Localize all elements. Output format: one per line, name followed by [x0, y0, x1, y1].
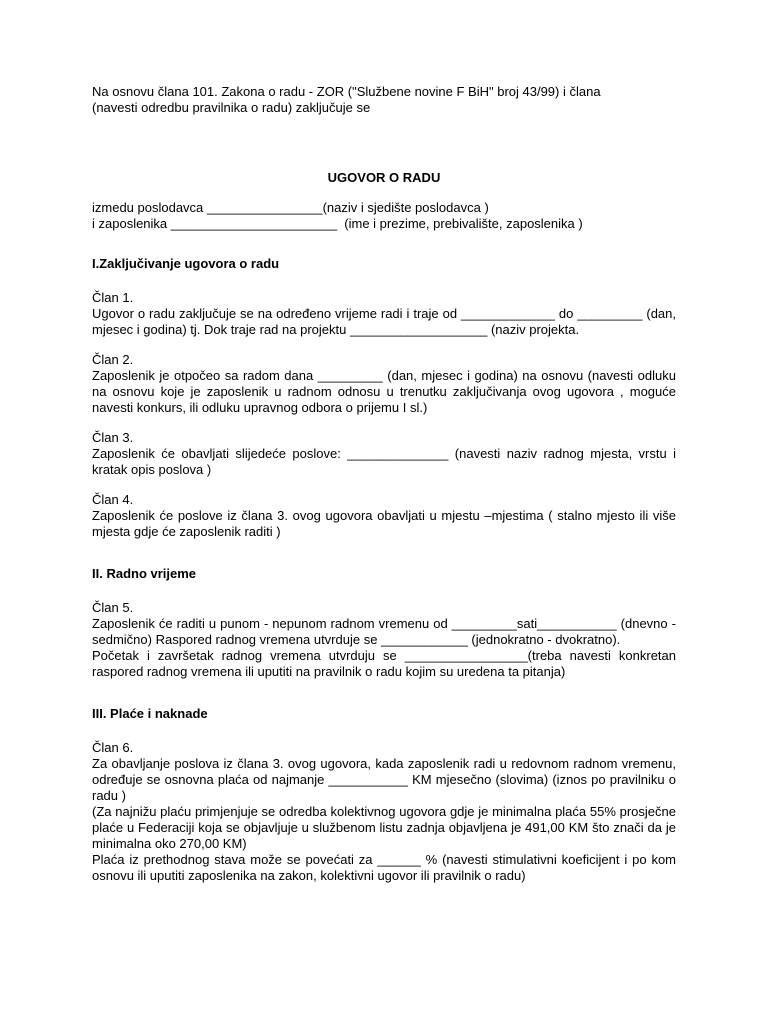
preamble: [92, 84, 676, 116]
section-heading: I.Zaključivanje ugovora o radu: [92, 256, 280, 271]
employee-line: i zaposlenika _______________________ (ime i prezime, prebivalište, zaposlenika ): [92, 216, 583, 231]
article-1: [92, 290, 676, 338]
article-text: (Za najnižu plaću primjenjuje se odredba kolektivnog ugovora gdje je minimalna plaća 55% prosječne plaće u Federaciji koja se objavljuje u službenom listu zadnja objavljena je 491,00 KM što znači da je minimalna oko 270,00 KM): [92, 804, 676, 851]
article-label: Član 6.: [92, 740, 134, 755]
article-4: [92, 492, 676, 540]
article-text: Zaposlenik je otpočeo sa radom dana _________ (dan, mjesec i godina) na osnovu (navesti odluku na osnovu koje je zaposlenik u radnom odnosu u trenutku zaključivanja ovog ugovora , moguće navesti konkurs, ili odluku upravnog odbora o prijemu I sl.): [92, 368, 676, 415]
article-text: Zaposlenik će poslove iz člana 3. ovog ugovora obavljati u mjestu –mjestima ( stalno mjesto ili više mjesta gdje će zaposlenik raditi ): [92, 508, 676, 539]
article-label: Član 5.: [92, 600, 134, 615]
employer-line: izmedu poslodavca ________________(naziv i sjedište poslodavca ): [92, 200, 489, 215]
article-label: Član 4.: [92, 492, 134, 507]
article-text: Ugovor o radu zaključuje se na određeno vrijeme radi i traje od _____________ do _________ (dan, mjesec i godina) tj. Dok traje rad na projektu ___________________ (naziv projekta.: [92, 306, 676, 337]
preamble-line: Na osnovu člana 101. Zakona o radu - ZOR ("Službene novine F BiH" broj 43/99) i člana: [92, 84, 601, 99]
document-title: UGOVOR O RADU: [327, 170, 441, 185]
article-label: Član 2.: [92, 352, 134, 367]
article-text: Početak i završetak radnog vremena utvrduju se _________________(treba navesti konkretan raspored radnog vremena ili uputiti na pravilnik o radu kojim su uredena ta pitanja): [92, 648, 676, 679]
parties: [92, 200, 676, 232]
section-heading: II. Radno vrijeme: [92, 566, 197, 581]
section-heading: III. Plaće i naknade: [92, 706, 208, 721]
article-2: [92, 352, 676, 416]
article-5: [92, 600, 676, 680]
article-text: Plaća iz prethodnog stava može se povećati za ______ % (navesti stimulativni koeficijent i po kom osnovu ili uputiti zaposlenika na zakon, kolektivni ugovor ili pravilnik o radu): [92, 852, 676, 883]
article-label: Član 3.: [92, 430, 134, 445]
document-page: [92, 84, 676, 884]
article-text: Zaposlenik će obavljati slijedeće poslove: ______________ (navesti naziv radnog mjesta, vrstu i kratak opis poslova ): [92, 446, 676, 477]
preamble-line: (navesti odredbu pravilnika o radu) zaključuje se: [92, 100, 371, 115]
article-text: Zaposlenik će raditi u punom - nepunom radnom vremenu od _________sati___________ (dnevno - sedmično) Raspored radnog vremena utvrduje se ____________ (jednokratno - dvokratno).: [92, 616, 676, 647]
article-3: [92, 430, 676, 478]
article-6: [92, 740, 676, 884]
article-label: Član 1.: [92, 290, 134, 305]
article-text: Za obavljanje poslova iz člana 3. ovog ugovora, kada zaposlenik radi u redovnom radnom vremenu, određuje se osnovna plaća od najmanje ___________ KM mjesečno (slovima) (iznos po pravilniku o radu ): [92, 756, 676, 803]
